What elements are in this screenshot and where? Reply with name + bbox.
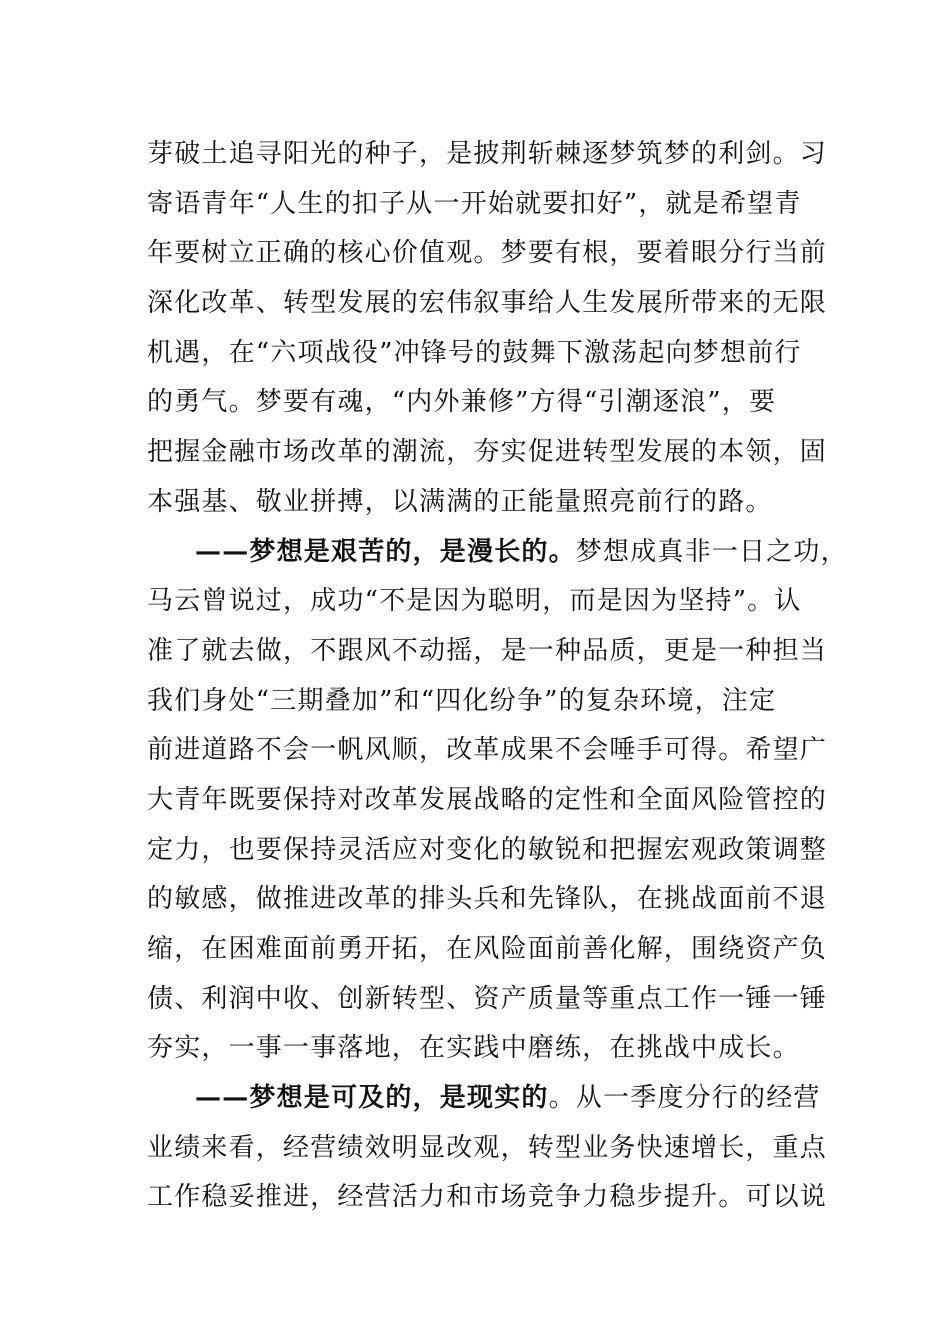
paragraph-text: 。从一季度分行的经营 (548, 1083, 821, 1114)
paragraph-line: 大青年既要保持对改革发展战略的定性和全面风险管控的 (147, 784, 828, 815)
paragraph-line: 准了就去做，不跟风不动摇，是一种品质，更是一种担当 (147, 635, 828, 666)
body-text (147, 130, 848, 1223)
paragraph-line: 债、利润中收、创新转型、资产质量等重点工作一锤一锤 (147, 983, 828, 1014)
paragraph-line: 我们身处“三期叠加”和“四化纷争”的复杂环境，注定 (147, 685, 777, 716)
paragraph-first-line (147, 1074, 821, 1124)
paragraph-line: 的敏感，做推进改革的排头兵和先锋队，在挑战面前不退 (147, 884, 828, 915)
paragraph-text: 梦想成真非一日之功， (575, 536, 848, 567)
paragraph-first-line (147, 528, 848, 578)
paragraph-line: 年要树立正确的核心价值观。梦要有根，要着眼分行当前 (147, 238, 828, 269)
paragraph-line: 的勇气。梦要有魂，“内外兼修”方得“引潮逐浪”，要 (147, 387, 777, 418)
paragraph-line: 工作稳妥推进，经营活力和市场竞争力稳步提升。可以说 (147, 1182, 828, 1213)
paragraph-line: 业绩来看，经营绩效明显改观，转型业务快速增长，重点 (147, 1132, 828, 1163)
paragraph-line: 夯实，一事一事落地，在实践中磨练，在挑战中成长。 (147, 1033, 800, 1064)
paragraph-line: 机遇，在“六项战役”冲锋号的鼓舞下激荡起向梦想前行 (147, 337, 802, 368)
paragraph-heading: ——梦想是艰苦的，是漫长的。 (195, 536, 576, 567)
paragraph-line: 前进道路不会一帆风顺，改革成果不会唾手可得。希望广 (147, 735, 828, 766)
paragraph-line: 把握金融市场改革的潮流，夯实促进转型发展的本领，固 (147, 437, 828, 468)
paragraph-line: 寄语青年“人生的扣子从一开始就要扣好”，就是希望青 (147, 188, 802, 219)
paragraph-line: 马云曾说过，成功“不是因为聪明，而是因为坚持”。认 (147, 586, 802, 617)
paragraph-line: 深化改革、转型发展的宏伟叙事给人生发展所带来的无限 (147, 288, 828, 319)
paragraph-line: 芽破土追寻阳光的种子，是披荆斩棘逐梦筑梦的利剑。习 (147, 139, 828, 169)
paragraph-line: 本强基、敬业拼搏，以满满的正能量照亮前行的路。 (147, 486, 773, 517)
paragraph-line: 定力，也要保持灵活应对变化的敏锐和把握宏观政策调整 (147, 834, 828, 865)
paragraph-heading: ——梦想是可及的，是现实的 (195, 1083, 549, 1114)
paragraph-line: 缩，在困难面前勇开拓，在风险面前善化解，围绕资产负 (147, 934, 828, 964)
